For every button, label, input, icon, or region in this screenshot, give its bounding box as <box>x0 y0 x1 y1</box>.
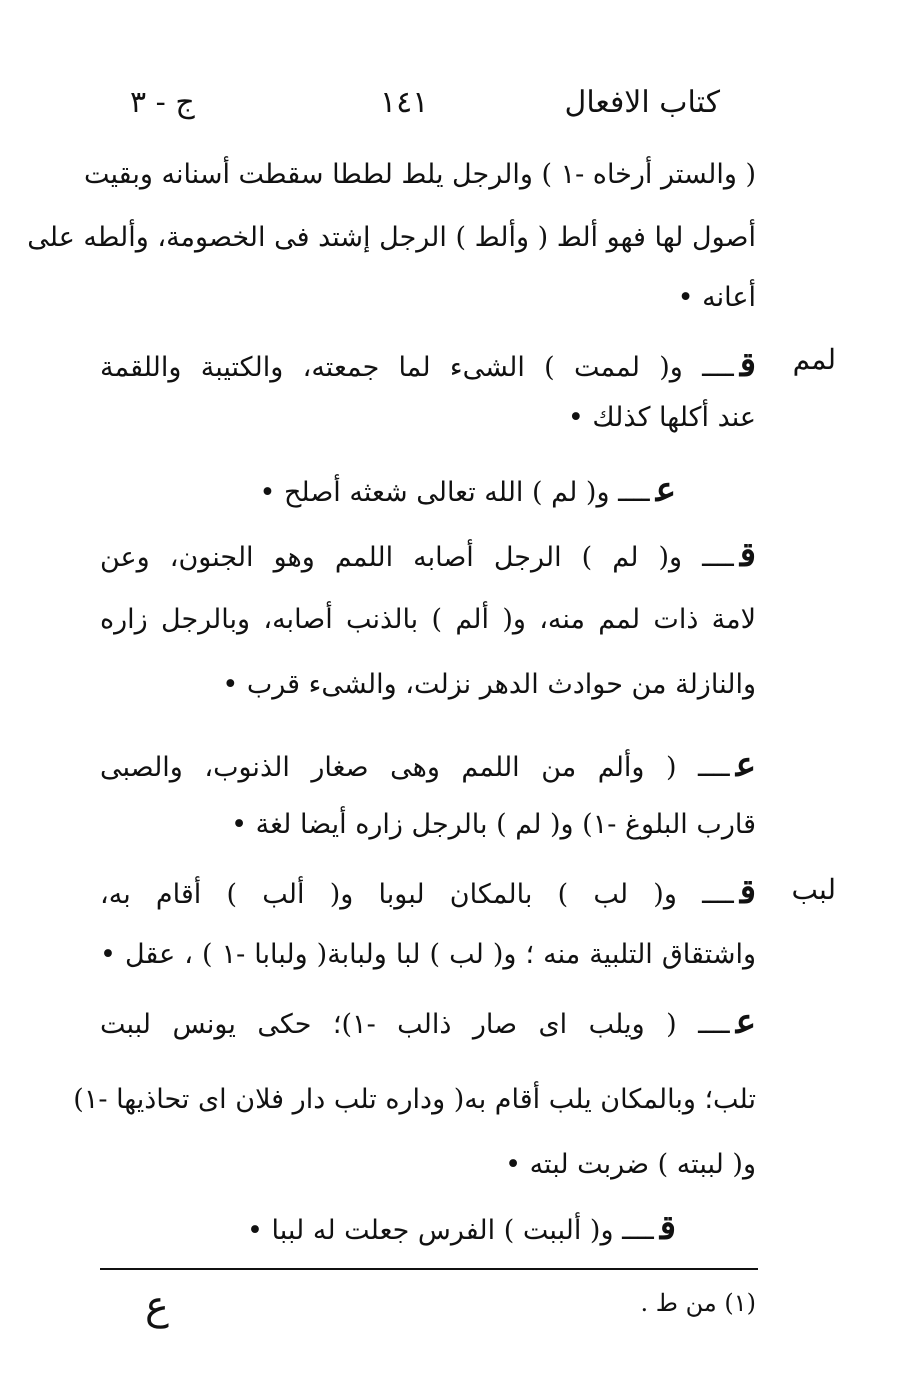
text-line: أعانه • <box>677 282 756 313</box>
text-line: أصول لها فهو ألط ( وألط ) الرجل إشتد فى الخصومة، وألطه على <box>27 222 756 253</box>
text-line: تلب؛ وبالمكان يلب أقام به( وداره تلب دار فلان اى تحاذيها -١) <box>73 1084 756 1115</box>
text-line: ( والستر أرخاه -١ ) والرجل يلط لططا سقطت أسنانه وبقيت <box>84 159 756 190</box>
catchword: ع <box>145 1283 169 1329</box>
text-line: قــــ و( لب ) بالمكان لبوبا و( ألب ) أقام به، <box>100 872 756 912</box>
source-marker: ق <box>659 1208 676 1248</box>
source-marker: ق <box>739 872 756 912</box>
source-marker: ع <box>735 745 756 785</box>
text-line: قارب البلوغ -١) و( لم ) بالرجل زاره أيضا لغة • <box>231 809 756 840</box>
text-line: قــــ و( ألببت ) الفرس جعلت له لببا • <box>247 1208 676 1248</box>
source-marker: ع <box>655 470 676 510</box>
footnote: (١) من ط . <box>640 1289 756 1317</box>
text-line: قــــ و( لم ) الرجل أصابه اللمم وهو الجنون، وعن <box>100 535 756 575</box>
text-line: واشتقاق التلبية منه ؛ و( لب ) لبا ولبابة( ولبابا -١ ) ، عقل • <box>100 939 756 970</box>
headword-lbb: لبب <box>791 873 836 906</box>
book-title: كتاب الافعال <box>564 85 720 120</box>
text-line: لامة ذات لمم منه، و( ألم ) بالذنب أصابه، وبالرجل زاره <box>100 604 756 635</box>
text-line: عــــ ( ويلب اى صار ذالب -١)؛ حكى يونس لببت <box>100 1002 757 1042</box>
page-header <box>130 78 720 128</box>
page-number: ١٤١ <box>380 85 429 120</box>
footnote-divider <box>100 1268 758 1270</box>
source-marker: ق <box>739 535 756 575</box>
source-marker: ع <box>735 1002 757 1042</box>
volume-label: ج - ٣ <box>130 85 195 120</box>
source-marker: ق <box>739 345 756 385</box>
text-line: و( لببته ) ضربت لبته • <box>505 1149 756 1180</box>
text-line: عند أكلها كذلك • <box>567 402 756 433</box>
text-line: قــــ و( لممت ) الشىء لما جمعته، والكتيبة واللقمة <box>100 345 756 385</box>
text-line: عــــ ( وألم من اللمم وهى صغار الذنوب، والصبى <box>100 745 756 785</box>
text-line: والنازلة من حوادث الدهر نزلت، والشىء قرب • <box>222 669 756 700</box>
text-line: عــــ و( لم ) الله تعالى شعثه أصلح • <box>259 470 676 510</box>
headword-lmm: لمم <box>792 343 836 376</box>
